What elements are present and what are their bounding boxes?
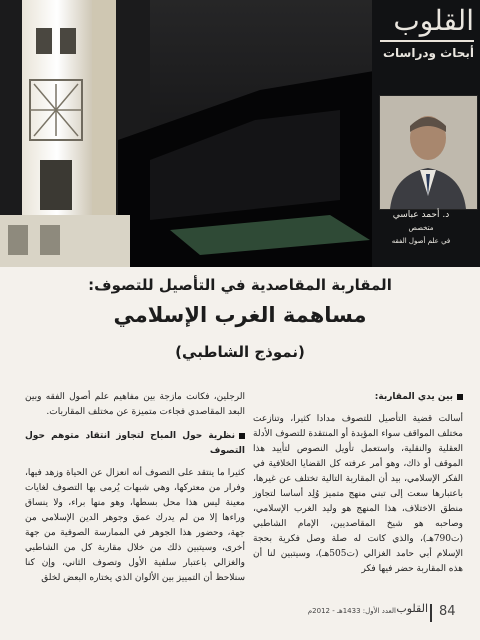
section-heading	[253, 390, 463, 405]
article-subtitle-paren: (نموذج الشاطبي)	[175, 343, 305, 361]
paragraph: كثيرا ما ينتقد على التصوف أنه انعزال عن الحياة وزهد فيها، وفرار من معتركها، وهي شبهات يُرمى بها التصوف لغايات معينة ليس هذا محل بسطها، وهو منها براء، ولا ينساق وراءها إلا من لم يدرك عمق وجوهر الدين الإسلامي من جهة، وحضور هذا الجوهر في الممارسة الصوفية من جهة أخرى، وسيتبين ذلك من خلال مقاربة كل من الشاطبي والغزالي باعتبار سلفية الأول وتصوف الثاني، وإن كنا سنلاحظ أن التمييز بين الألوان الذي يختاره البعض لخلق	[25, 468, 245, 583]
magazine-logo: القلوب	[393, 4, 474, 37]
author-role: متخصص	[408, 224, 434, 232]
author-caption	[372, 209, 470, 248]
footer-logo: القلوب	[396, 602, 428, 615]
bullet-square-icon	[457, 394, 463, 400]
footer-divider	[430, 604, 432, 622]
paragraph: أسالت قضية التأصيل للتصوف مدادا كثيرا، وتنازعت مختلف المواقف سواء المؤيدة أو المنتقدة للتصوف الأدلة العقلية والنقلية، واستعمل تأويل النصوص لتأييد هذا الموقف أو ذاك، وهو أمر عرفته كل القضايا الخلافية في الفكر الإسلامي، بيد أن المقاربة التالية تختلف عن غيرها، باعتبارها سعت إلى تبني منهج متميز وُلِد أساسا لتجاوز منطق الاختلاف، هذا المنهج هو وليد الغرب الإسلامي، وصاحبه هو شيخ المقاصديين، الإمام الشاطبي (ت790هـ)، والذي كانت له صلة وصل فكرية بحجة الإسلام أبي حامد الغزالي (ت505هـ)، وسيتبين لنا أن هذه المقاربة حضر فيها فكر	[253, 414, 464, 574]
section-heading-text: نظرية حول المباح لتجاوز انتقاد متوهم حول التصوف	[25, 431, 245, 456]
issue-info: العدد الأول: 1433هـ - 2012م	[307, 607, 396, 615]
page-number: 84	[439, 604, 456, 619]
author-portrait	[380, 96, 477, 209]
author-photo	[379, 95, 478, 210]
section-heading-text: بين يدي المقاربة:	[374, 392, 453, 402]
bullet-square-icon	[239, 433, 245, 439]
right-column	[253, 390, 463, 586]
article-title: المقاربة المقاصدية في التأصيل للتصوف:	[88, 276, 392, 294]
author-field: في علم أصول الفقه	[391, 237, 451, 245]
magazine-brand	[376, 6, 474, 60]
brand-divider	[380, 40, 474, 42]
left-column	[25, 390, 245, 595]
hero-photo	[0, 0, 480, 267]
article-subtitle: مساهمة الغرب الإسلامي	[113, 303, 367, 327]
author-name: د. أحمد عباسي	[392, 210, 450, 220]
paragraph: الرجلين، فكانت مازجة بين مفاهيم علم أصول الفقه وبين البعد المقاصدي فجاءت متميزة عن مختلف المقاربات.	[25, 392, 245, 417]
section-heading	[25, 429, 245, 459]
section-label: أبحاث ودراسات	[382, 46, 474, 60]
